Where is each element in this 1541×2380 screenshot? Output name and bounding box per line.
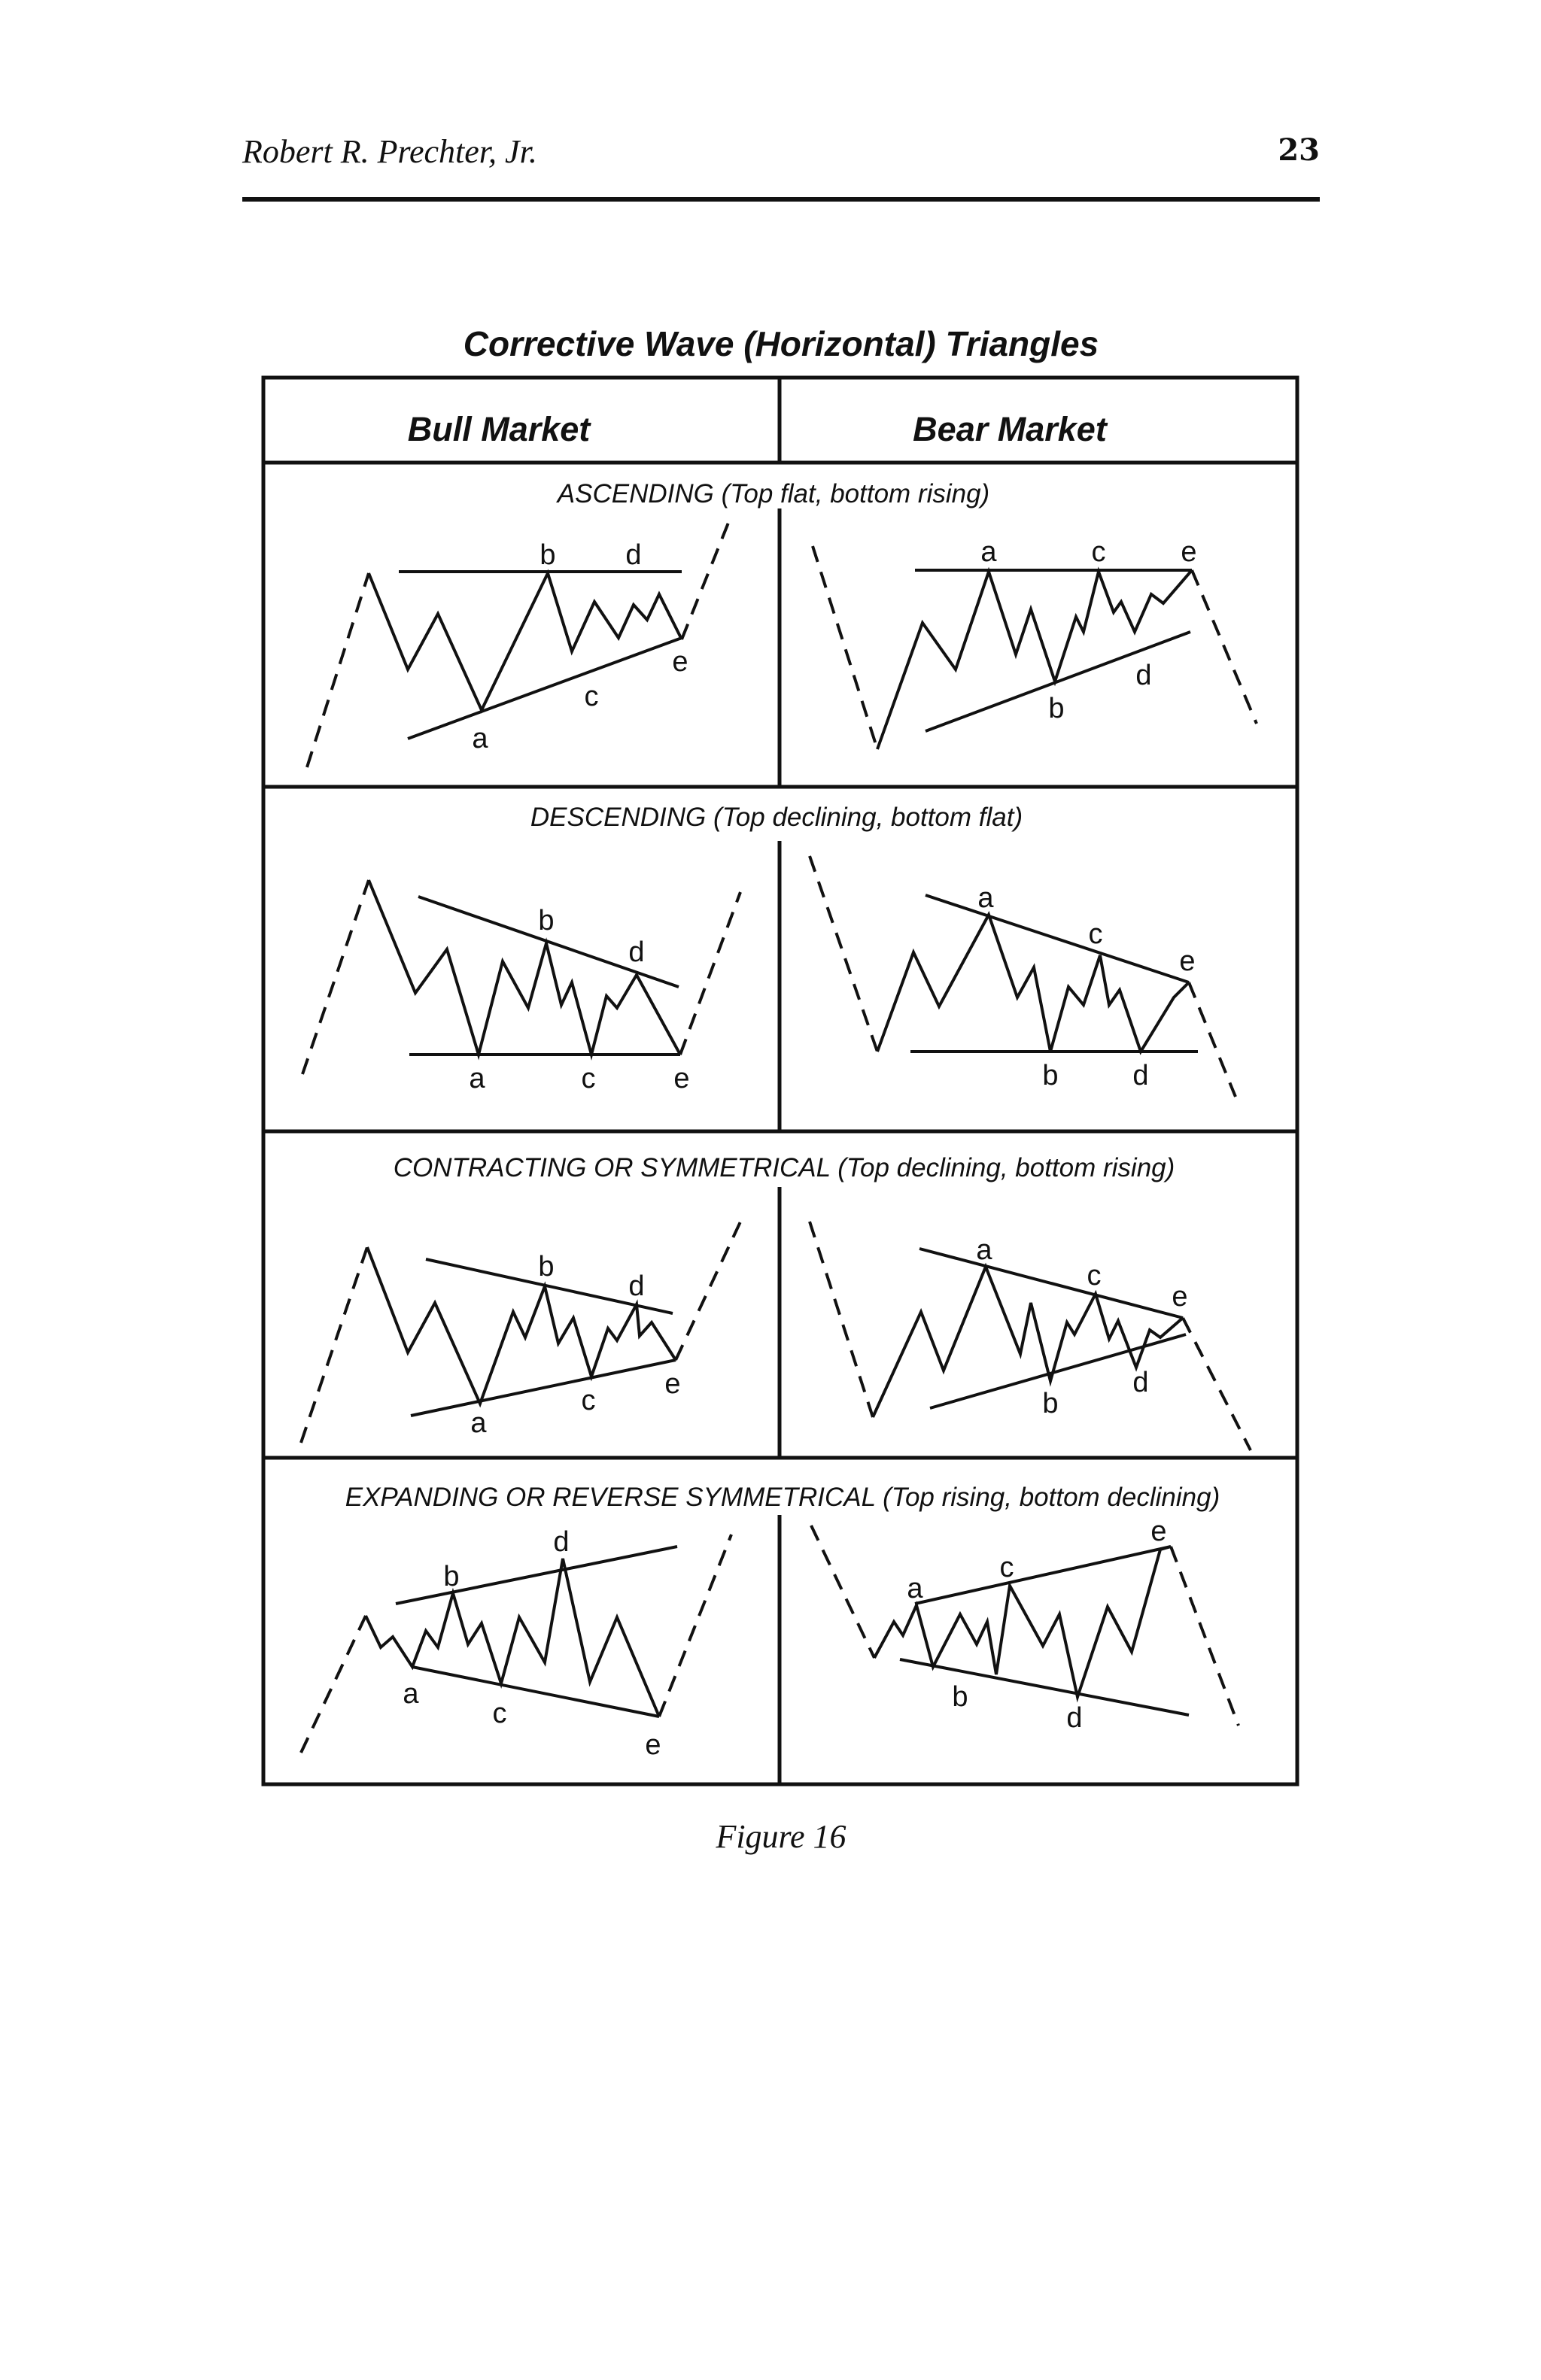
contracting-bull-label-b: b: [538, 1251, 555, 1283]
row-label-ascending: ASCENDING (Top flat, bottom rising): [557, 479, 990, 508]
expanding-bull-bottom-boundary: [412, 1667, 659, 1717]
contracting-bear-lead-in: [810, 1222, 873, 1417]
row-label-expanding: EXPANDING OR REVERSE SYMMETRICAL (Top rising, bottom declining): [345, 1483, 1220, 1512]
ascending-bull-bottom-boundary: [408, 638, 682, 739]
expanding-bear-label-c: c: [999, 1552, 1014, 1583]
ascending-bull-label-c: c: [584, 681, 599, 712]
ascending-bull-label-b: b: [540, 539, 556, 571]
descending-bull-label-e: e: [673, 1063, 690, 1094]
ascending-bear-label-e: e: [1181, 536, 1197, 568]
descending-bull-label-d: d: [628, 937, 645, 968]
ascending-bear-label-a: a: [980, 536, 997, 568]
descending-bear-top-boundary: [926, 895, 1189, 982]
contracting-bull-bottom-boundary: [411, 1360, 676, 1416]
ascending-bear-lead-in: [813, 546, 877, 749]
descending-bull-diagram: [302, 880, 740, 1074]
descending-bear-diagram: [810, 856, 1236, 1097]
ascending-bear-label-b: b: [1048, 693, 1065, 724]
contracting-bull-breakout: [676, 1219, 742, 1360]
ascending-bull-wave: [369, 573, 682, 710]
expanding-bear-wave: [874, 1547, 1171, 1697]
contracting-bull-label-c: c: [581, 1385, 596, 1416]
expanding-bear-bottom-boundary: [900, 1659, 1189, 1715]
ascending-bear-label-d: d: [1135, 660, 1152, 691]
expanding-bear-breakout: [1171, 1547, 1239, 1726]
contracting-bear-label-b: b: [1042, 1388, 1059, 1419]
contracting-bear-label-d: d: [1132, 1367, 1149, 1398]
descending-bear-breakout: [1189, 982, 1236, 1097]
expanding-bull-label-a: a: [403, 1678, 419, 1710]
contracting-bear-label-c: c: [1087, 1260, 1102, 1292]
contracting-bull-label-d: d: [628, 1270, 645, 1302]
ascending-bear-breakout: [1192, 570, 1257, 724]
descending-bull-label-c: c: [581, 1063, 596, 1094]
expanding-bear-diagram: [811, 1525, 1239, 1726]
descending-bear-label-a: a: [977, 882, 994, 914]
descending-bear-wave: [877, 915, 1189, 1052]
ascending-bull-lead-in: [307, 573, 369, 767]
row-label-descending: DESCENDING (Top declining, bottom flat): [530, 803, 1023, 832]
contracting-bull-lead-in: [301, 1247, 367, 1443]
figure-title: Corrective Wave (Horizontal) Triangles: [463, 324, 1099, 363]
expanding-bull-diagram: [301, 1535, 731, 1753]
expanding-bear-lead-in: [811, 1525, 874, 1658]
contracting-bear-label-a: a: [976, 1234, 992, 1266]
ascending-bull-label-e: e: [672, 646, 688, 678]
contracting-bear-label-e: e: [1172, 1281, 1188, 1313]
descending-bull-label-b: b: [538, 905, 555, 937]
expanding-bull-label-b: b: [443, 1561, 460, 1592]
descending-bull-breakout: [680, 892, 740, 1055]
descending-bear-label-c: c: [1088, 918, 1103, 950]
ascending-bull-diagram: [307, 519, 730, 767]
ascending-bull-label-d: d: [625, 539, 642, 571]
descending-bull-label-a: a: [469, 1063, 485, 1094]
contracting-bull-label-e: e: [664, 1368, 681, 1400]
descending-bear-lead-in: [810, 856, 877, 1052]
descending-bear-label-d: d: [1132, 1060, 1149, 1091]
expanding-bear-label-b: b: [952, 1681, 968, 1713]
expanding-bear-label-e: e: [1150, 1516, 1167, 1547]
expanding-bull-label-d: d: [553, 1526, 570, 1558]
expanding-bear-label-d: d: [1066, 1702, 1083, 1734]
expanding-bear-label-a: a: [907, 1573, 923, 1604]
expanding-bull-top-boundary: [396, 1547, 677, 1604]
contracting-bear-diagram: [810, 1222, 1251, 1450]
expanding-bear-top-boundary: [915, 1547, 1171, 1604]
descending-bear-label-e: e: [1179, 946, 1196, 977]
ascending-bear-label-c: c: [1091, 536, 1106, 568]
expanding-bull-lead-in: [301, 1616, 366, 1753]
contracting-bull-label-a: a: [470, 1407, 487, 1439]
ascending-bull-breakout: [682, 519, 730, 639]
expanding-bull-label-e: e: [645, 1729, 661, 1761]
column-header-bull: Bull Market: [407, 410, 591, 448]
page-number: 23: [1278, 132, 1320, 168]
ascending-bear-diagram: [813, 546, 1257, 749]
descending-bull-lead-in: [302, 880, 369, 1074]
author-name: Robert R. Prechter, Jr.: [242, 133, 537, 170]
contracting-bear-top-boundary: [919, 1249, 1183, 1318]
expanding-bull-breakout: [659, 1535, 731, 1717]
row-label-contracting: CONTRACTING OR SYMMETRICAL (Top declining, bottom rising): [393, 1153, 1175, 1182]
contracting-bull-diagram: [301, 1219, 742, 1443]
ascending-bull-label-a: a: [472, 723, 488, 754]
expanding-bull-label-c: c: [492, 1698, 507, 1729]
column-header-bear: Bear Market: [913, 410, 1107, 448]
figure-caption: Figure 16: [716, 1818, 846, 1855]
contracting-bear-breakout: [1183, 1318, 1251, 1450]
descending-bear-label-b: b: [1042, 1060, 1059, 1091]
